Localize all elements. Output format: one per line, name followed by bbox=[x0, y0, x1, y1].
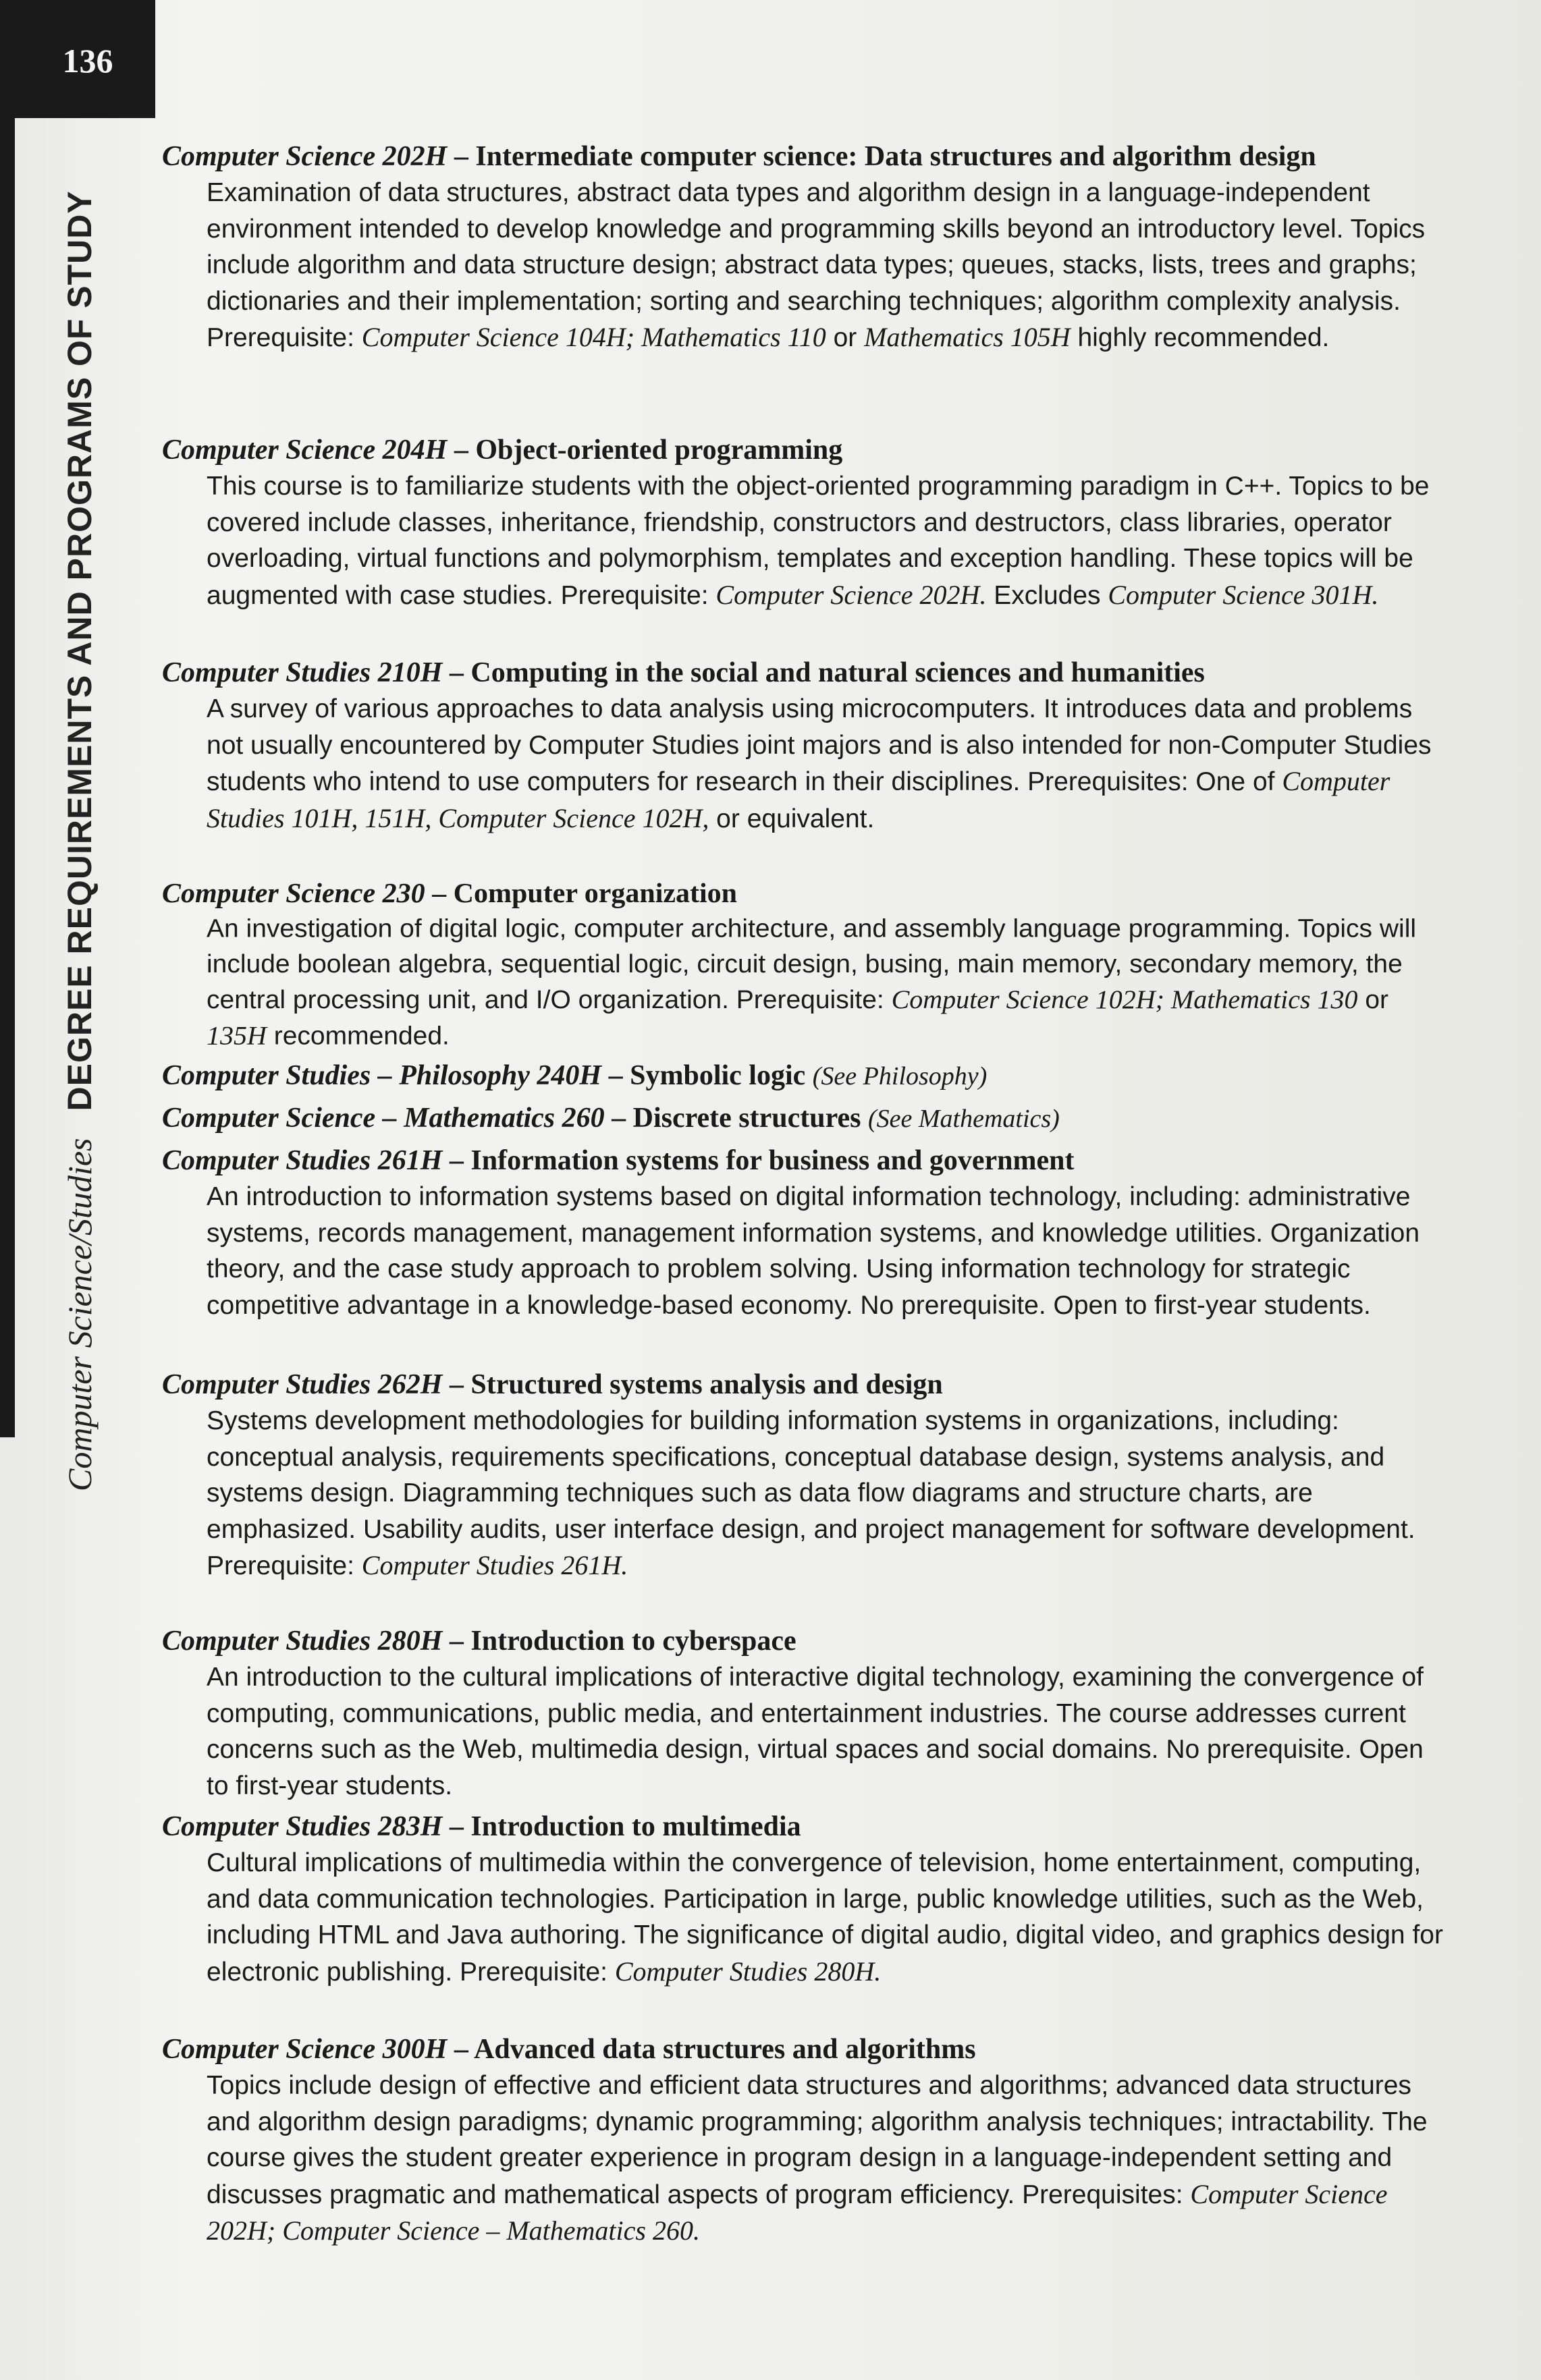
course-desc-text: A survey of various approaches to data analysis using microcomputers. It introduces data and problems not usually encountered by Computer Studies joint majors and is also intended for non-Computer Studies students who intend to use computers for research in their disciplines. bbox=[207, 694, 1432, 796]
course-desc-text: Topics include design of effective and efficient data structures and algorithms; advanced data structures and algorithm design paradigms; dynamic programming; algorithm analysis techniques; intractability. The course gives the student greater experience in program design in a language-independent setting and discusses pragmatic and mathematical aspects of program efficiency. bbox=[207, 2071, 1428, 2209]
course-separator: – bbox=[604, 1103, 633, 1134]
course-description bbox=[162, 1403, 1444, 1584]
course-entry bbox=[162, 876, 1444, 1053]
course-name: Introduction to multimedia bbox=[470, 1811, 801, 1842]
prereq-course: Computer Studies 261H. bbox=[361, 1550, 628, 1580]
course-code: Computer Science 204H bbox=[162, 435, 448, 466]
course-desc-text: Systems development methodologies for building information systems in organizations, including: conceptual analysis, requirements specifications, conceptual database design, systems analysis, and systems design. Diagramming techniques such as data flow diagrams and structure charts, are emphasized. Usability audits, user interface design, and project management for software development. bbox=[207, 1406, 1415, 1544]
course-name: Intermediate computer science: Data structures and algorithm design bbox=[475, 141, 1316, 172]
course-description bbox=[162, 691, 1444, 837]
cross-reference-note: (See Mathematics) bbox=[867, 1105, 1060, 1133]
course-name: Structured systems analysis and design bbox=[470, 1369, 943, 1400]
page-number: 136 bbox=[62, 42, 113, 80]
course-entry bbox=[162, 1142, 1444, 1323]
prereq-course-2: 135H bbox=[207, 1020, 267, 1050]
course-entry bbox=[162, 1623, 1444, 1804]
course-name: Information systems for business and government bbox=[470, 1145, 1075, 1176]
prereq-lead: Prerequisites: One of bbox=[1020, 767, 1282, 796]
course-desc-text: This course is to familiarize students with the object-oriented programming paradigm in C++. Topics to be covered include classes, inheritance, friendship, constructors and destructors, class libraries, operator overloading, virtual functions and polymorphism, templates and exception handling. These topics will be augmented with case studies. bbox=[207, 472, 1430, 610]
prereq-mid: or bbox=[1357, 985, 1389, 1014]
course-code: Computer Science 230 bbox=[162, 878, 425, 909]
course-code: Computer Studies 261H bbox=[162, 1145, 443, 1176]
prereq-course-2: Computer Science 301H. bbox=[1108, 579, 1379, 610]
prereq-lead: Prerequisite: bbox=[452, 1957, 615, 1987]
page-number-tab bbox=[0, 0, 155, 118]
prereq-course: Computer Science 202H. bbox=[715, 579, 987, 610]
course-title bbox=[162, 1366, 1444, 1403]
prereq-lead: Prerequisite: bbox=[553, 580, 716, 610]
course-code: Computer Studies 283H bbox=[162, 1811, 443, 1842]
course-description bbox=[162, 1845, 1444, 1990]
course-title bbox=[162, 1808, 1444, 1845]
prereq-course: Computer Science 102H; Mathematics 130 bbox=[891, 984, 1358, 1014]
course-entry bbox=[162, 655, 1444, 837]
course-desc-text: An introduction to the cultural implications of interactive digital technology, examining the convergence of computing, communications, public media, and entertainment industries. The course addresses current concerns such as the Web, multimedia design, virtual spaces and social domains. No prerequisite. Open to first-year students. bbox=[207, 1663, 1424, 1800]
course-separator: – bbox=[447, 435, 476, 466]
prereq-course: Computer Science 104H; Mathematics 110 bbox=[361, 322, 826, 352]
course-separator: – bbox=[442, 1145, 471, 1176]
course-name: Object-oriented programming bbox=[475, 435, 843, 466]
course-entry bbox=[162, 1100, 1444, 1137]
course-name: Computer organization bbox=[453, 878, 738, 909]
prereq-course: Computer Science 202H; Computer Science – Mathematics 260. bbox=[207, 2178, 1388, 2246]
prereq-mid: or bbox=[826, 323, 865, 352]
course-separator: – bbox=[601, 1060, 630, 1091]
course-entry bbox=[162, 1808, 1444, 1990]
prereq-course: Computer Studies 101H, 151H, Computer Science 102H, bbox=[207, 766, 1390, 833]
course-description bbox=[162, 175, 1444, 356]
course-title bbox=[162, 876, 1444, 912]
course-name: Computing in the social and natural sciences and humanities bbox=[470, 657, 1205, 688]
course-title bbox=[162, 655, 1444, 691]
course-code: Computer Studies 210H bbox=[162, 657, 443, 688]
section-heading: DEGREE REQUIREMENTS AND PROGRAMS OF STUDY bbox=[61, 190, 99, 1111]
prereq-mid: or equivalent. bbox=[709, 804, 875, 833]
course-title bbox=[162, 2031, 1444, 2068]
prereq-lead: Prerequisite: bbox=[728, 985, 892, 1014]
course-title bbox=[162, 1057, 1444, 1095]
course-name: Introduction to cyberspace bbox=[470, 1626, 796, 1657]
side-running-header bbox=[39, 142, 120, 1491]
course-name: Discrete structures bbox=[632, 1103, 861, 1134]
course-entry bbox=[162, 432, 1444, 613]
course-code: Computer Science – Mathematics 260 bbox=[162, 1103, 605, 1134]
course-code: Computer Science 300H bbox=[162, 2034, 448, 2065]
course-separator: – bbox=[442, 657, 471, 688]
course-title bbox=[162, 1623, 1444, 1659]
course-code: Computer Science 202H bbox=[162, 141, 448, 172]
edge-bar bbox=[0, 118, 15, 1437]
course-desc-text: An introduction to information systems based on digital information technology, including: administrative systems, records management, management information systems, and knowledge utilities. Organization theory, and the case study approach to problem solving. Using information technology for strategic competitive advantage in a knowledge-based economy. No prerequisite. Open to first-year students. bbox=[207, 1182, 1420, 1320]
course-description bbox=[162, 468, 1444, 613]
course-description bbox=[162, 1659, 1444, 1804]
course-separator: – bbox=[442, 1811, 471, 1842]
course-separator: – bbox=[447, 141, 476, 172]
prereq-lead: Prerequisites: bbox=[1015, 2180, 1191, 2209]
section-name: Computer Science/Studies bbox=[61, 1138, 99, 1491]
course-description bbox=[162, 2068, 1444, 2250]
prereq-lead: Prerequisite: bbox=[207, 1551, 362, 1580]
course-desc-text: Cultural implications of multimedia within the convergence of television, home entertainment, computing, and data communication technologies. Participation in large, public knowledge utilities, such as the Web, including HTML and Java authoring. The significance of digital audio, digital video, and graphics design for electronic publishing. bbox=[207, 1848, 1443, 1987]
course-code: Computer Studies – Philosophy 240H bbox=[162, 1060, 602, 1091]
course-separator: – bbox=[425, 878, 454, 909]
prereq-tail: highly recommended. bbox=[1070, 323, 1330, 352]
course-code: Computer Studies 262H bbox=[162, 1369, 443, 1400]
course-description bbox=[162, 1179, 1444, 1323]
course-entry bbox=[162, 138, 1444, 356]
course-name: Advanced data structures and algorithms bbox=[474, 2034, 976, 2065]
prereq-tail: recommended. bbox=[266, 1021, 450, 1050]
course-title bbox=[162, 1142, 1444, 1179]
course-separator: – bbox=[442, 1369, 471, 1400]
course-code: Computer Studies 280H bbox=[162, 1626, 443, 1657]
course-separator: – bbox=[447, 2034, 475, 2065]
prereq-lead: Prerequisite: bbox=[207, 323, 362, 352]
prereq-course: Computer Studies 280H. bbox=[614, 1956, 882, 1987]
course-title bbox=[162, 1100, 1444, 1137]
course-desc-text: An investigation of digital logic, computer architecture, and assembly language programming. Topics will include boolean algebra, sequential logic, circuit design, busing, main memory, secondary memory, the central processing unit, and I/O organization. bbox=[207, 914, 1417, 1014]
course-entry bbox=[162, 2031, 1444, 2250]
course-entry bbox=[162, 1366, 1444, 1584]
course-desc-text: Examination of data structures, abstract data types and algorithm design in a language-independent environment intended to develop knowledge and programming skills beyond an introductory level. Topics include algorithm and data structure design; abstract data types; queues, stacks, lists, trees and graphs; dictionaries and their implementation; sorting and searching techniques; algorithm complexity analysis. bbox=[207, 178, 1426, 316]
course-description bbox=[162, 912, 1444, 1053]
prereq-mid: Excludes bbox=[986, 580, 1108, 610]
cross-reference-note: (See Philosophy) bbox=[812, 1062, 988, 1090]
course-name: Symbolic logic bbox=[630, 1060, 806, 1091]
prereq-course-2: Mathematics 105H bbox=[864, 322, 1071, 352]
course-separator: – bbox=[442, 1626, 471, 1657]
course-title bbox=[162, 138, 1444, 175]
course-entry bbox=[162, 1057, 1444, 1095]
course-title bbox=[162, 432, 1444, 468]
